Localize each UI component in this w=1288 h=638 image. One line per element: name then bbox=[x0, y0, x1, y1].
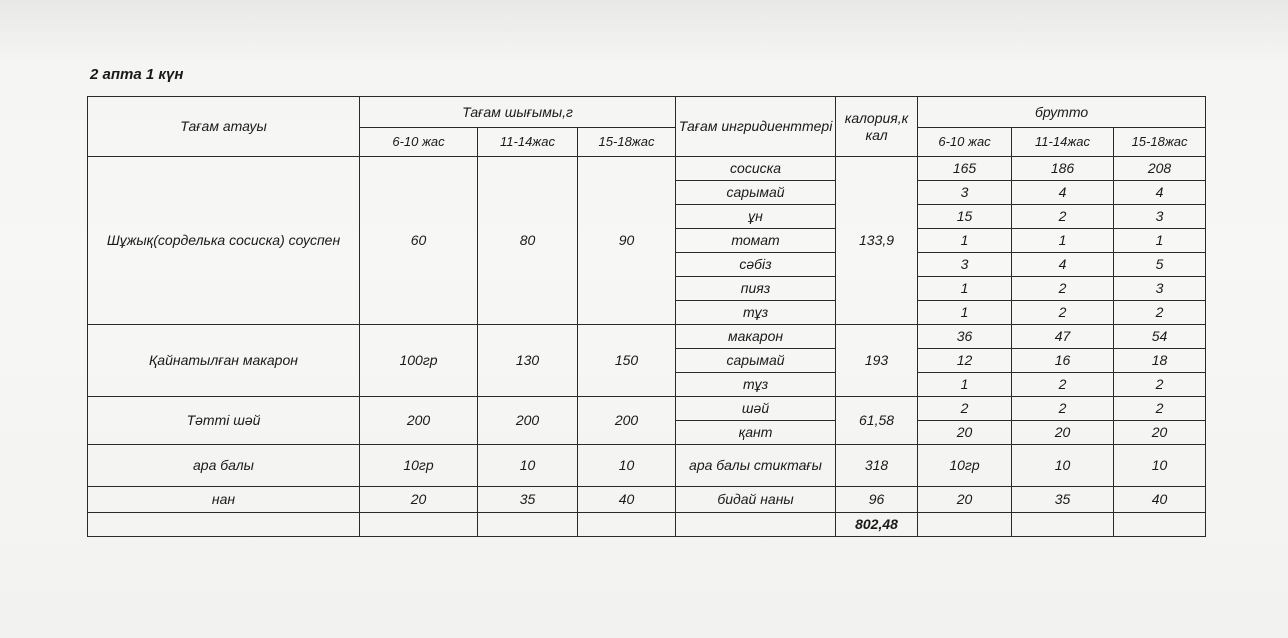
brutto-cell: 208 bbox=[1114, 157, 1206, 181]
brutto-cell: 165 bbox=[918, 157, 1012, 181]
ingredient-name: сарымай bbox=[676, 181, 836, 205]
brutto-cell: 47 bbox=[1012, 325, 1114, 349]
yield-cell: 200 bbox=[578, 397, 676, 445]
brutto-cell: 10 bbox=[1012, 445, 1114, 487]
header-ingredients: Тағам ингридиенттері bbox=[676, 97, 836, 157]
brutto-cell: 2 bbox=[918, 397, 1012, 421]
header-brutto-age-6-10: 6-10 жас bbox=[918, 128, 1012, 157]
brutto-cell: 20 bbox=[918, 421, 1012, 445]
header-age-6-10: 6-10 жас bbox=[360, 128, 478, 157]
total-calories: 802,48 bbox=[836, 513, 918, 537]
brutto-cell: 12 bbox=[918, 349, 1012, 373]
brutto-cell: 4 bbox=[1114, 181, 1206, 205]
brutto-cell: 2 bbox=[1012, 373, 1114, 397]
brutto-cell: 10гр bbox=[918, 445, 1012, 487]
brutto-cell: 3 bbox=[918, 181, 1012, 205]
yield-cell: 40 bbox=[578, 487, 676, 513]
menu-table bbox=[87, 96, 1206, 537]
brutto-cell: 1 bbox=[918, 373, 1012, 397]
brutto-cell: 20 bbox=[918, 487, 1012, 513]
header-calories: калория,к кал bbox=[836, 97, 918, 157]
brutto-cell: 1 bbox=[918, 277, 1012, 301]
brutto-cell: 2 bbox=[1012, 205, 1114, 229]
dish-name: Тәтті шәй bbox=[88, 397, 360, 445]
brutto-cell: 20 bbox=[1114, 421, 1206, 445]
yield-cell: 150 bbox=[578, 325, 676, 397]
table-row bbox=[88, 325, 1206, 349]
yield-cell: 10 bbox=[478, 445, 578, 487]
brutto-cell: 2 bbox=[1114, 301, 1206, 325]
empty-cell bbox=[360, 513, 478, 537]
brutto-cell: 2 bbox=[1012, 301, 1114, 325]
yield-cell: 90 bbox=[578, 157, 676, 325]
dish-name: нан bbox=[88, 487, 360, 513]
ingredient-name: сарымай bbox=[676, 349, 836, 373]
empty-cell bbox=[1012, 513, 1114, 537]
table-row bbox=[88, 397, 1206, 421]
table-row bbox=[88, 445, 1206, 487]
header-age-15-18: 15-18жас bbox=[578, 128, 676, 157]
empty-cell bbox=[918, 513, 1012, 537]
calories-cell: 318 bbox=[836, 445, 918, 487]
empty-cell bbox=[478, 513, 578, 537]
brutto-cell: 1 bbox=[918, 229, 1012, 253]
table-row bbox=[88, 157, 1206, 181]
brutto-cell: 1 bbox=[918, 301, 1012, 325]
brutto-cell: 2 bbox=[1114, 397, 1206, 421]
ingredient-name: шәй bbox=[676, 397, 836, 421]
calories-cell: 133,9 bbox=[836, 157, 918, 325]
brutto-cell: 5 bbox=[1114, 253, 1206, 277]
ingredient-name: макарон bbox=[676, 325, 836, 349]
brutto-cell: 54 bbox=[1114, 325, 1206, 349]
yield-cell: 130 bbox=[478, 325, 578, 397]
header-brutto-age-15-18: 15-18жас bbox=[1114, 128, 1206, 157]
ingredient-name: пияз bbox=[676, 277, 836, 301]
ingredient-name: тұз bbox=[676, 373, 836, 397]
yield-cell: 200 bbox=[360, 397, 478, 445]
calories-cell: 96 bbox=[836, 487, 918, 513]
empty-cell bbox=[578, 513, 676, 537]
yield-cell: 10 bbox=[578, 445, 676, 487]
brutto-cell: 4 bbox=[1012, 181, 1114, 205]
brutto-cell: 10 bbox=[1114, 445, 1206, 487]
empty-cell bbox=[88, 513, 360, 537]
total-row bbox=[88, 513, 1206, 537]
dish-name: Шұжық(сорделька сосиска) соуспен bbox=[88, 157, 360, 325]
calories-cell: 193 bbox=[836, 325, 918, 397]
calories-cell: 61,58 bbox=[836, 397, 918, 445]
brutto-cell: 2 bbox=[1012, 277, 1114, 301]
brutto-cell: 2 bbox=[1012, 397, 1114, 421]
dish-name: Қайнатылған макарон bbox=[88, 325, 360, 397]
header-dish-name: Тағам атауы bbox=[88, 97, 360, 157]
brutto-cell: 2 bbox=[1114, 373, 1206, 397]
empty-cell bbox=[676, 513, 836, 537]
brutto-cell: 3 bbox=[1114, 277, 1206, 301]
header-brutto-age-11-14: 11-14жас bbox=[1012, 128, 1114, 157]
brutto-cell: 3 bbox=[918, 253, 1012, 277]
ingredient-name: томат bbox=[676, 229, 836, 253]
ingredient-name: сәбіз bbox=[676, 253, 836, 277]
header-age-11-14: 11-14жас bbox=[478, 128, 578, 157]
brutto-cell: 15 bbox=[918, 205, 1012, 229]
ingredient-name: ара балы стиктағы bbox=[676, 445, 836, 487]
brutto-cell: 35 bbox=[1012, 487, 1114, 513]
brutto-cell: 3 bbox=[1114, 205, 1206, 229]
empty-cell bbox=[1114, 513, 1206, 537]
yield-cell: 60 bbox=[360, 157, 478, 325]
yield-cell: 80 bbox=[478, 157, 578, 325]
ingredient-name: бидай наны bbox=[676, 487, 836, 513]
yield-cell: 100гр bbox=[360, 325, 478, 397]
table-row bbox=[88, 487, 1206, 513]
yield-cell: 10гр bbox=[360, 445, 478, 487]
page-title: 2 апта 1 күн bbox=[90, 66, 184, 83]
yield-cell: 35 bbox=[478, 487, 578, 513]
yield-cell: 20 bbox=[360, 487, 478, 513]
brutto-cell: 186 bbox=[1012, 157, 1114, 181]
brutto-cell: 36 bbox=[918, 325, 1012, 349]
scan-shadow bbox=[0, 0, 1288, 60]
ingredient-name: қант bbox=[676, 421, 836, 445]
yield-cell: 200 bbox=[478, 397, 578, 445]
dish-name: ара балы bbox=[88, 445, 360, 487]
brutto-cell: 18 bbox=[1114, 349, 1206, 373]
header-brutto: брутто bbox=[918, 97, 1206, 128]
brutto-cell: 16 bbox=[1012, 349, 1114, 373]
ingredient-name: ұн bbox=[676, 205, 836, 229]
brutto-cell: 1 bbox=[1114, 229, 1206, 253]
brutto-cell: 1 bbox=[1012, 229, 1114, 253]
brutto-cell: 20 bbox=[1012, 421, 1114, 445]
header-yield: Тағам шығымы,г bbox=[360, 97, 676, 128]
brutto-cell: 40 bbox=[1114, 487, 1206, 513]
brutto-cell: 4 bbox=[1012, 253, 1114, 277]
ingredient-name: сосиска bbox=[676, 157, 836, 181]
ingredient-name: тұз bbox=[676, 301, 836, 325]
